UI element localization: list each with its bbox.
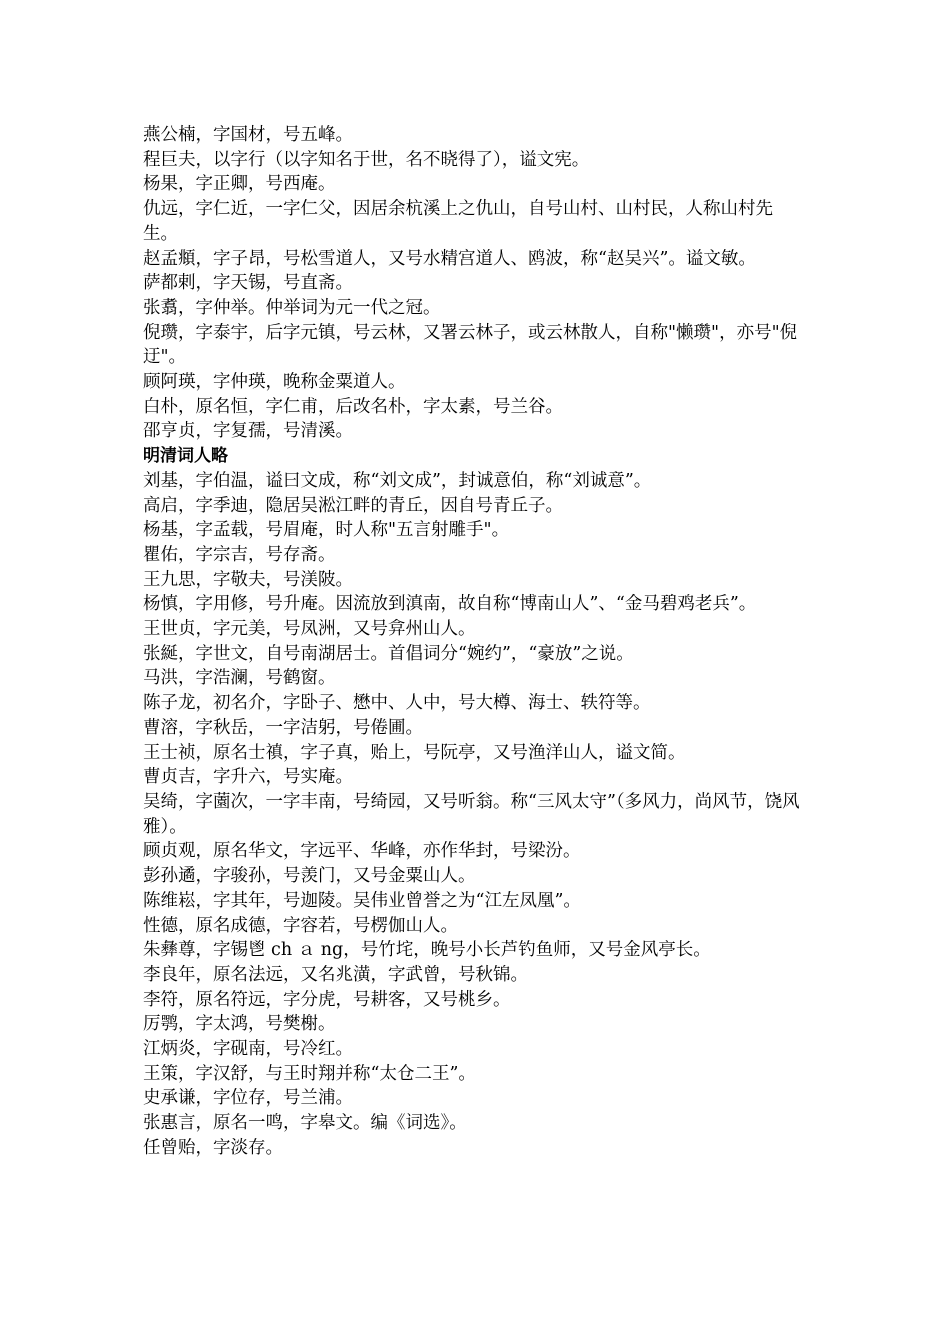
section-heading: 明清词人略 [143, 446, 228, 467]
entry-line: 李良年，原名法远，又名兆潢，字武曾，号秋锦。 [143, 964, 528, 985]
entry-line: 厉鹗，字太鸿，号樊榭。 [143, 1014, 336, 1035]
entry-line: 杨基，字孟载，号眉庵，时人称"五言射雕手"。 [143, 520, 510, 541]
entry-line: 顾贞观，原名华文，字远平、华峰，亦作华封，号梁汾。 [143, 841, 581, 862]
entry-line: 萨都剌，字天锡，号直斋。 [143, 273, 353, 294]
entry-line: 刘基，字伯温，谥曰文成，称“刘文成”，封诚意伯，称“刘诚意”。 [143, 470, 652, 491]
entry-line: 史承谦，字位存，号兰浦。 [143, 1088, 353, 1109]
entry-line: 张翥，字仲举。仲举词为元一代之冠。 [143, 297, 441, 318]
entry-line: 陈子龙，初名介，字卧子、懋中、人中，号大樽、海士、轶符等。 [143, 693, 651, 714]
entry-line: 杨果，字正卿，号西庵。 [143, 174, 336, 195]
entry-line: 高启，字季迪，隐居吴淞江畔的青丘，因自号青丘子。 [143, 495, 563, 516]
entry-line: 倪瓒，字泰宇，后字元镇，号云林，又署云林子，或云林散人，自称"懒瓒"，亦号"倪迂"。 [143, 322, 798, 368]
entry-line: 仇远，字仁近，一字仁父，因居余杭溪上之仇山，自号山村、山村民，人称山村先生。 [143, 199, 773, 244]
entry-line: 陈维崧，字其年，号迦陵。吴伟业曾誉之为“江左凤凰”。 [143, 890, 581, 911]
entry-line: 任曾贻，字淡存。 [143, 1137, 283, 1158]
entry-line: 曹溶，字秋岳，一字洁躬，号倦圃。 [143, 717, 423, 738]
entry-line: 张惠言，原名一鸣，字皋文。编《词选》。 [143, 1113, 467, 1134]
entry-line: 王士祯，原名士禛，字子真，贻上，号阮亭，又号渔洋山人，谥文简。 [143, 742, 686, 763]
entry-line: 彭孙遹，字骏孙，号羡门，又号金粟山人。 [143, 866, 476, 887]
entry-line: 程巨夫，以字行（以字知名于世，名不晓得了），谥文宪。 [143, 149, 590, 170]
entry-line: 李符，原名符远，字分虎，号耕客，又号桃乡。 [143, 989, 511, 1010]
entry-line: 杨慎，字用修，号升庵。因流放到滇南，故自称“博南山人”、“金马碧鸡老兵”。 [143, 594, 757, 615]
entry-line: 江炳炎，字砚南，号冷红。 [143, 1039, 353, 1060]
yuan-poets-list [143, 123, 805, 444]
entry-line: 赵孟頫，字子昂，号松雪道人，又号水精宫道人、鸥波，称“赵吴兴”。谥文敏。 [143, 248, 756, 269]
entry-line: 邵亨贞，字复孺，号清溪。 [143, 421, 353, 442]
entry-line: 王策，字汉舒，与王时翔并称“太仓二王”。 [143, 1063, 476, 1084]
entry-line: 顾阿瑛，字仲瑛，晚称金粟道人。 [143, 372, 406, 393]
entry-line: 王九思，字敬夫，号渼陂。 [143, 569, 353, 590]
entry-line: 朱彝尊，字锡鬯 ch ａ ng，号竹垞，晚号小长芦钓鱼师，又号金风亭长。 [143, 940, 711, 961]
entry-line: 性德，原名成德，字容若，号楞伽山人。 [143, 915, 458, 936]
ming-qing-poets-list [143, 469, 805, 1161]
entry-line: 曹贞吉，字升六，号实庵。 [143, 767, 353, 788]
entry-line: 马洪，字浩澜，号鹤窗。 [143, 668, 336, 689]
document-page [143, 123, 805, 1161]
entry-line: 吴绮，字薗次，一字丰南，号绮园，又号听翁。称“三风太守”（多风力，尚风节，饶风雅）。 [143, 791, 800, 837]
entry-line: 王世贞，字元美，号凤洲，又号弇州山人。 [143, 619, 476, 640]
entry-line: 燕公楠，字国材，号五峰。 [143, 125, 353, 145]
entry-line: 瞿佑，字宗吉，号存斋。 [143, 544, 336, 565]
entry-line: 白朴，原名恒，字仁甫，后改名朴，字太素，号兰谷。 [143, 396, 563, 417]
entry-line: 张綖，字世文，自号南湖居士。首倡词分“婉约”，“豪放”之说。 [143, 643, 634, 664]
